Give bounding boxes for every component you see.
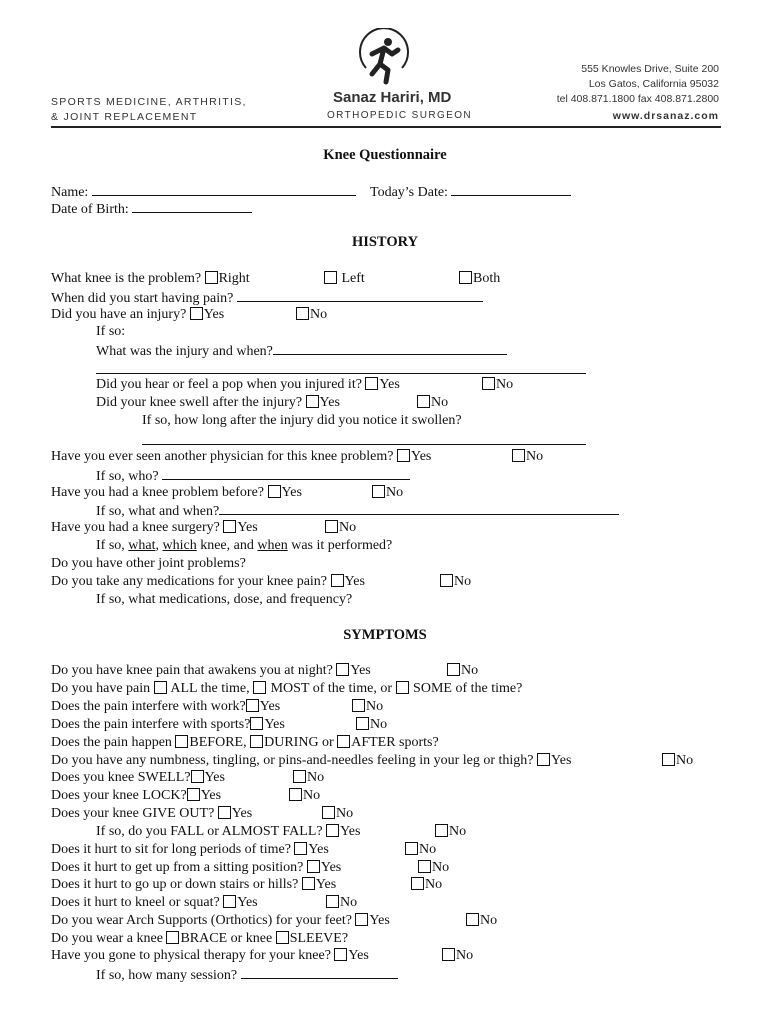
logo-figure — [372, 48, 398, 82]
arch-no-checkbox[interactable] — [466, 913, 479, 926]
surgery-yes-checkbox[interactable] — [223, 520, 236, 533]
who-field[interactable] — [162, 466, 410, 480]
sit-long-row: Does it hurt to sit for long periods of time? Yes — [51, 842, 329, 857]
numbness-yes-checkbox[interactable] — [537, 753, 550, 766]
pop-yes-checkbox[interactable] — [365, 377, 378, 390]
before-checkbox[interactable] — [175, 735, 188, 748]
work-no-checkbox[interactable] — [352, 699, 365, 712]
physician-row: Have you ever seen another physician for this knee problem? Yes — [51, 449, 432, 464]
logo-head — [384, 38, 392, 46]
injury-what-field[interactable] — [273, 341, 507, 355]
sports-yes-checkbox[interactable] — [250, 717, 263, 730]
swell-how-long-line[interactable] — [142, 444, 586, 445]
prior-problem-no-checkbox[interactable] — [372, 485, 385, 498]
surgery-detail: If so, what, which knee, and when was it performed? — [96, 538, 393, 553]
dob-row — [51, 199, 252, 219]
after-checkbox[interactable] — [337, 735, 350, 748]
stairs-yes-checkbox[interactable] — [302, 877, 315, 890]
night-pain-no-checkbox[interactable] — [447, 663, 460, 676]
sit-long-no-option: No — [405, 841, 436, 859]
doctor-title: ORTHOPEDIC SURGEON — [327, 110, 473, 121]
history-heading: HISTORY — [351, 234, 419, 250]
medications-row: Do you take any medications for your knee pain? Yes — [51, 574, 365, 589]
get-up-no-checkbox[interactable] — [418, 860, 431, 873]
numbness-no-option: No — [662, 752, 693, 770]
logo — [358, 28, 410, 86]
practice-line-1: SPORTS MEDICINE, ARTHRITIS, — [51, 96, 247, 108]
stairs-row: Does it hurt to go up or down stairs or hills? Yes — [51, 877, 337, 892]
website: www.drsanaz.com — [612, 110, 719, 122]
pt-row: Have you gone to physical therapy for your knee? Yes — [51, 948, 369, 963]
fall-no-option: No — [435, 823, 466, 841]
kneel-no-option: No — [326, 894, 357, 912]
doctor-name: Sanaz Hariri, MD — [333, 89, 452, 106]
fall-yes-checkbox[interactable] — [326, 824, 339, 837]
pop-row: Did you hear or feel a pop when you injured it? Yes — [96, 377, 400, 392]
if-so-label: If so: — [96, 324, 126, 339]
get-up-row: Does it hurt to get up from a sitting position? Yes — [51, 860, 342, 875]
lock-row: Does your knee LOCK? Yes — [51, 788, 222, 803]
date-field[interactable] — [451, 182, 571, 196]
sports-no-checkbox[interactable] — [356, 717, 369, 730]
kneel-no-checkbox[interactable] — [326, 895, 339, 908]
physician-yes-checkbox[interactable] — [397, 449, 410, 462]
sit-long-no-checkbox[interactable] — [405, 842, 418, 855]
who-row: If so, who? — [96, 466, 410, 486]
medications-yes-checkbox[interactable] — [331, 574, 344, 587]
which-knee-question: What knee is the problem? Right — [51, 271, 250, 286]
swell-no-checkbox[interactable] — [417, 395, 430, 408]
dob-label: Date of Birth: — [51, 202, 129, 217]
sports-row: Does the pain interfere with sports? Yes — [51, 717, 285, 732]
fall-row: If so, do you FALL or ALMOST FALL? Yes — [96, 824, 361, 839]
get-up-yes-checkbox[interactable] — [307, 860, 320, 873]
give-out-row: Does your knee GIVE OUT? Yes — [51, 806, 253, 821]
date-row — [370, 182, 571, 202]
medications-detail: If so, what medications, dose, and frequency? — [96, 592, 353, 607]
right-label: Right — [218, 271, 250, 286]
address-line-2: Los Gatos, California 95032 — [588, 78, 719, 90]
physician-no-checkbox[interactable] — [512, 449, 525, 462]
practice-line-2: & JOINT REPLACEMENT — [51, 110, 198, 123]
numbness-row: Do you have any numbness, tingling, or pins-and-needles feeling in your leg or thigh? Yes — [51, 753, 572, 768]
swell-no-option: No — [417, 394, 448, 412]
kneel-yes-checkbox[interactable] — [223, 895, 236, 908]
pt-no-checkbox[interactable] — [442, 948, 455, 961]
night-pain-yes-checkbox[interactable] — [336, 663, 349, 676]
get-up-no-option: No — [418, 859, 449, 877]
work-row: Does the pain interfere with work? Yes — [51, 699, 281, 714]
give-out-yes-checkbox[interactable] — [218, 806, 231, 819]
during-checkbox[interactable] — [250, 735, 263, 748]
brace-row: Do you wear a knee BRACE or knee SLEEVE? — [51, 931, 349, 946]
night-pain-no-option: No — [447, 662, 478, 680]
prior-problem-row: Have you had a knee problem before? Yes — [51, 485, 302, 500]
lock-no-option: No — [289, 787, 320, 805]
swell-row: Did your knee swell after the injury? Yes — [96, 395, 340, 410]
prior-problem-yes-checkbox[interactable] — [268, 485, 281, 498]
both-label: Both — [473, 271, 501, 286]
date-label: Today’s Date: — [370, 185, 448, 200]
swell-how-long: If so, how long after the injury did you notice it swollen? — [142, 413, 462, 428]
all-time-checkbox[interactable] — [154, 681, 167, 694]
surgery-no-option: No — [325, 519, 356, 537]
injury-no-option: No — [296, 306, 327, 324]
what-when-field[interactable] — [219, 501, 619, 515]
pain-start-row: When did you start having pain? — [51, 288, 483, 308]
give-out-no-option: No — [322, 805, 353, 823]
stairs-no-checkbox[interactable] — [411, 877, 424, 890]
injury-what-row: What was the injury and when? — [96, 341, 507, 361]
pain-frequency-row: Do you have pain ALL the time, MOST of the time, or SOME of the time? — [51, 681, 523, 696]
knee-swell-no-checkbox[interactable] — [293, 770, 306, 783]
surgery-row: Have you had a knee surgery? Yes — [51, 520, 258, 535]
pain-timing-row: Does the pain happen BEFORE, DURING or AFTER sports? — [51, 735, 439, 750]
surgery-no-checkbox[interactable] — [325, 520, 338, 533]
kneel-row: Does it hurt to kneel or squat? Yes — [51, 895, 258, 910]
both-knees-option — [459, 270, 500, 288]
symptoms-heading: SYMPTOMS — [343, 627, 427, 643]
some-time-checkbox[interactable] — [396, 681, 409, 694]
numbness-no-checkbox[interactable] — [662, 753, 675, 766]
prior-problem-no-option: No — [372, 484, 403, 502]
contact-block — [557, 62, 719, 124]
pt-sessions-field[interactable] — [241, 965, 398, 979]
medications-no-option: No — [440, 573, 471, 591]
other-joints: Do you have other joint problems? — [51, 556, 246, 571]
injury-no-checkbox[interactable] — [296, 307, 309, 320]
swell-knee-row: Does you knee SWELL? Yes — [51, 770, 225, 785]
knee-swell-no-option: No — [293, 769, 324, 787]
work-no-option: No — [352, 698, 383, 716]
left-knee-option — [324, 270, 365, 288]
brace-checkbox[interactable] — [166, 931, 179, 944]
medications-no-checkbox[interactable] — [440, 574, 453, 587]
work-yes-checkbox[interactable] — [246, 699, 259, 712]
swell-yes-checkbox[interactable] — [306, 395, 319, 408]
right-knee-checkbox[interactable] — [205, 271, 218, 284]
most-time-checkbox[interactable] — [253, 681, 266, 694]
injury-row: Did you have an injury? Yes — [51, 307, 225, 322]
what-when-row: If so, what and when? — [96, 501, 619, 521]
phone-fax: tel 408.871.1800 fax 408.871.2800 — [556, 93, 719, 105]
arch-no-option: No — [466, 912, 497, 930]
physician-no-option: No — [512, 448, 543, 466]
practice-tagline — [51, 95, 247, 124]
address-line-1: 555 Knowles Drive, Suite 200 — [581, 63, 719, 75]
sports-no-option: No — [356, 716, 387, 734]
pop-no-checkbox[interactable] — [482, 377, 495, 390]
dob-field[interactable] — [132, 199, 252, 213]
sleeve-checkbox[interactable] — [276, 931, 289, 944]
arch-yes-checkbox[interactable] — [355, 913, 368, 926]
pt-no-option: No — [442, 947, 473, 965]
lock-yes-checkbox[interactable] — [187, 788, 200, 801]
pt-yes-checkbox[interactable] — [334, 948, 347, 961]
pain-start-field[interactable] — [237, 288, 483, 302]
knee-swell-yes-checkbox[interactable] — [191, 770, 204, 783]
injury-what-line-2[interactable] — [96, 373, 586, 374]
pt-sessions-row: If so, how many session? — [96, 965, 398, 985]
injury-yes-checkbox[interactable] — [190, 307, 203, 320]
name-label: Name: — [51, 185, 89, 200]
form-title: Knee Questionnaire — [323, 147, 447, 163]
fall-no-checkbox[interactable] — [435, 824, 448, 837]
pop-no-option: No — [482, 376, 513, 394]
stairs-no-option: No — [411, 876, 442, 894]
name-field[interactable] — [92, 182, 356, 196]
arch-row: Do you wear Arch Supports (Orthotics) for your feet? Yes — [51, 913, 390, 928]
sit-long-yes-checkbox[interactable] — [294, 842, 307, 855]
header-rule — [51, 126, 721, 128]
give-out-no-checkbox[interactable] — [322, 806, 335, 819]
night-pain-row: Do you have knee pain that awakens you at night? Yes — [51, 663, 371, 678]
left-label: Left — [341, 271, 365, 286]
lock-no-checkbox[interactable] — [289, 788, 302, 801]
left-knee-checkbox[interactable] — [324, 271, 337, 284]
both-knees-checkbox[interactable] — [459, 271, 472, 284]
